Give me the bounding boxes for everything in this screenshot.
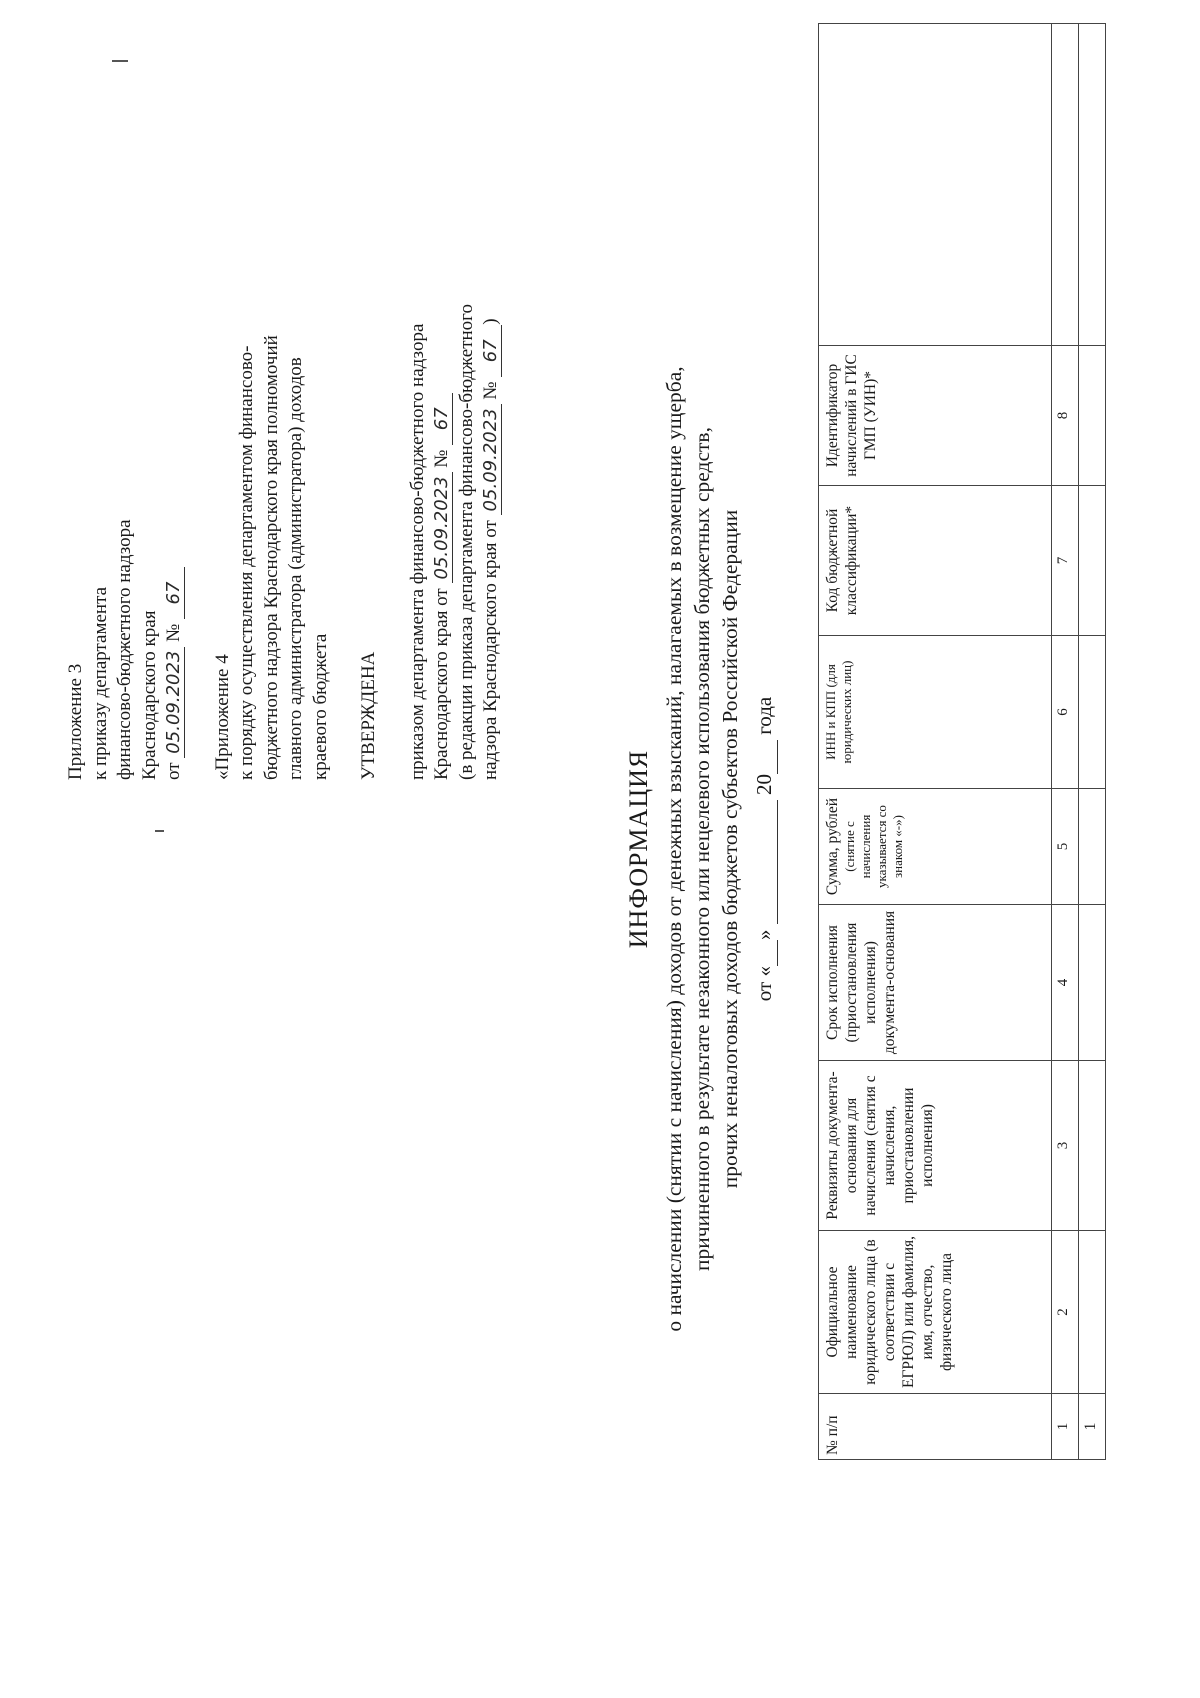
table-cell [1079,486,1106,636]
document-subtitle-line-1: о начислении (снятии с начисления) доходов от денежных взысканий, налагаемых в возмещение ущерба, [662,366,686,1332]
column-number-cell: 6 [1052,636,1079,789]
order-ref-line-1: к приказу департамента [89,586,111,780]
column-number-cell: 2 [1052,1231,1079,1394]
header-cell-budget-code: Код бюджетной классификации* [819,486,1052,636]
table-cell [1079,1061,1106,1231]
document-subtitle-line-2: причиненного в результате незаконного или нецелевого использования бюджетных средств, [690,427,714,1271]
column-number-cell: 3 [1052,1061,1079,1231]
table-cell [1079,636,1106,789]
header-cell-amount [819,789,1052,905]
from-label: от [163,762,184,780]
column-number-cell: 8 [1052,346,1079,486]
document-title: ИНФОРМАЦИЯ [624,749,653,949]
report-date-line [752,0,778,1698]
procedure-line-1: к порядку осуществления департаментом финансово- [236,345,257,780]
handwritten-number: 67 [164,567,185,619]
day-blank [752,940,778,966]
approved-line-1: приказом департамента финансово-бюджетного надзора [406,323,428,780]
order-ref-line-2: финансово-бюджетного надзора [114,519,135,780]
order-ref-line-3: Краснодарского края [138,610,160,780]
approved-line-4: надзора Краснодарского края от 05.09.2023 № 67) [480,318,501,780]
column-number-cell: 5 [1052,789,1079,905]
header-cell-inn-kpp: ИНН и КПП (для юридических лиц) [819,636,1052,789]
table-cell [1079,789,1106,905]
report-table [818,23,1106,1460]
approved-line-2: Краснодарского края от 05.09.2023 № 67 [430,90,455,780]
header-cell-uin: Идентификатор начислений в ГИС ГМП (УИН)* [819,346,1052,486]
procedure-line-2: бюджетного надзора Краснодарского края полномочий [260,335,282,780]
table-cell [1079,24,1106,346]
date-from-label: от « [752,966,776,1002]
appendix-4-label: «Приложение 4 [211,654,233,780]
handwritten-number: 67 [432,393,453,445]
approved-label: УТВЕРЖДЕНА [358,651,379,780]
table-cell: 1 [1079,1394,1106,1460]
year-prefix: 20 [752,774,776,796]
table-cell [1079,1231,1106,1394]
amount-note: (снятие с начисления указывается со знаком «-») [842,805,905,888]
column-number-cell: 7 [1052,486,1079,636]
header-cell-number: № п/п [819,1394,1052,1460]
scan-mark-top [112,60,128,62]
header-cell-name: Официальное наименование юридического лица (в соответствии с ЕГРЮЛ) или фамилия, имя, отчество, физического лица [819,1231,1052,1394]
column-number-cell-empty [1052,24,1079,346]
handwritten-date: 05.09.2023 [164,647,185,758]
table-cell [1079,346,1106,486]
order-date-line [162,90,187,780]
date-close-quote: » [752,929,776,941]
scan-mark-left [155,830,164,832]
handwritten-date: 05.09.2023 [432,472,453,583]
approved-line-3: (в редакции приказа департамента финансово-бюджетного [455,304,477,780]
year-suffix: года [752,696,776,735]
header-cell-empty [819,24,1052,346]
handwritten-number: 67 [481,325,502,377]
column-number-cell: 1 [1052,1394,1079,1460]
column-number-cell: 4 [1052,905,1079,1061]
document-subtitle-line-3: прочих неналоговых доходов бюджетов субъектов Российской Федерации [718,509,742,1189]
header-cell-document-details: Реквизиты документа-основания для начисления (снятия с начисления, приостановлении исполнения) [819,1061,1052,1231]
procedure-line-4: краевого бюджета [309,633,331,780]
appendix-3-label: Приложение 3 [65,663,86,780]
year-blank [752,740,778,774]
approval-header [64,90,504,780]
table-row [1079,24,1106,1460]
amount-label: Сумма, рублей [824,797,841,896]
column-number-row [1052,24,1079,1460]
handwritten-date: 05.09.2023 [481,404,502,515]
header-cell-deadline: Срок исполнения (приостановления исполнения) документа-основания [819,905,1052,1061]
procedure-line-3: главного администратора (администратора) доходов [285,357,306,780]
month-blank [752,800,778,924]
table-header-row [819,24,1052,1460]
table-cell [1079,905,1106,1061]
number-label: № [163,623,184,642]
